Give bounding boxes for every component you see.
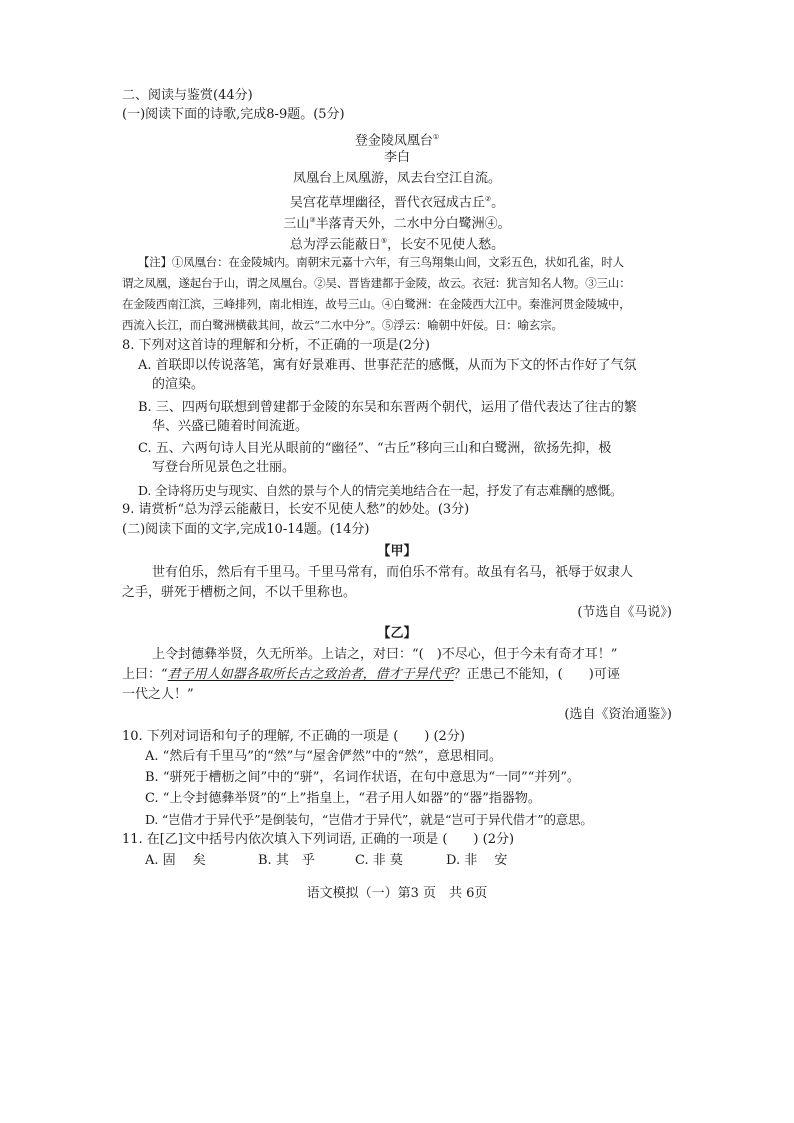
poem-note-4: 西流入长江，而白鹭洲横截其间，故云“二水中分”。⑤浮云：喻朝中奸佞。日：喻玄宗。 bbox=[122, 318, 563, 332]
q11-option-c: C. 非 莫 bbox=[355, 853, 403, 868]
poem-line-2: 吴宫花草埋幽径，晋代衣冠成古丘②。 bbox=[289, 195, 505, 211]
q9-stem: 9. 请赏析“总为浮云能蔽日，长安不见使人愁”的妙处。(3分) bbox=[122, 502, 470, 517]
jia-line-1: 世有伯乐，然后有千里马。千里马常有，而伯乐不常有。故虽有名马，祇辱于奴隶人 bbox=[152, 565, 634, 580]
poem-line-1: 凤凰台上凤凰游，凤去台空江自流。 bbox=[292, 171, 501, 186]
poem-note-3: 在金陵西南江滨，三峰排列，南北相连，故号三山。④白鹭洲：在金陵西大江中。秦淮河贯金陵城中， bbox=[122, 297, 631, 311]
q8-option-a-1: A. 首联即以传说落笔，寓有好景难再、世事茫茫的感慨，从而为下文的怀古作好了气氛 bbox=[138, 358, 637, 373]
q10-option-c: C. “上令封德彝举贤”的“上”指皇上，“君子用人如器”的“器”指器物。 bbox=[145, 791, 541, 806]
yi-line-1: 上令封德彝举贤，久无所举。上诘之，对曰：“( )不尽心，但于今未有奇才耳！” bbox=[152, 647, 618, 662]
part1-heading: (一)阅读下面的诗歌,完成8-9题。(5分) bbox=[122, 107, 345, 122]
yi-line-2: 上曰：“君子用人如器各取所长古之致治者，借才于异代乎？正患己不能知，( )可诬 bbox=[122, 667, 620, 682]
q8-option-b-2: 华、兴盛已随着时间流逝。 bbox=[152, 419, 309, 434]
part2-heading: (二)阅读下面的文字,完成10-14题。(14分) bbox=[122, 522, 370, 537]
jia-line-2: 之手，骈死于槽枥之间，不以千里称也。 bbox=[122, 585, 357, 600]
q8-option-d: D. 全诗将历史与现实、自然的景与个人的情完美地结合在一起，抒发了有志难酬的感慨。 bbox=[138, 483, 623, 498]
q8-option-a-2: 的渲染。 bbox=[152, 377, 205, 392]
section-title: 二、阅读与鉴赏(44分) bbox=[122, 88, 253, 103]
q10-stem: 10. 下列对词语和句子的理解, 不正确的一项是 ( ) (2分) bbox=[122, 729, 465, 744]
yi-source: (选自《资治通鉴》) bbox=[564, 707, 672, 722]
poem-note-1: 【注】①凤凰台：在金陵城内。南朝宋元嘉十六年，有三鸟翔集山间，文彩五色，状如孔雀，时人 bbox=[138, 255, 624, 269]
q11-stem: 11. 在[乙]文中括号内依次填入下列词语, 正确的一项是 ( ) (2分) bbox=[122, 832, 515, 847]
q11-option-a: A. 固 矣 bbox=[145, 853, 206, 868]
yi-line-3: 一代之人！” bbox=[122, 687, 194, 702]
q10-option-a: A. “然后有千里马”的“然”与“屋舍俨然”中的“然”，意思相同。 bbox=[145, 749, 502, 764]
poem-author: 李白 bbox=[383, 150, 410, 165]
jia-title: 【甲】 bbox=[377, 544, 417, 559]
q8-stem: 8. 下列对这首诗的理解和分析，不正确的一项是(2分) bbox=[122, 338, 430, 353]
underlined-sentence: 君子用人如器各取所长古之致治者，借才于异代乎 bbox=[167, 667, 454, 682]
jia-source: (节选自《马说》) bbox=[577, 605, 672, 620]
q8-option-c-1: C. 五、六两句诗人目光从眼前的“幽径”、“古丘”移向三山和白鹭洲，欲扬先抑，极 bbox=[138, 441, 612, 456]
q11-option-d: D. 非 安 bbox=[446, 853, 508, 868]
poem-line-3: 三山③半落青天外，二水中分白鹭洲④。 bbox=[283, 216, 511, 232]
q8-option-c-2: 写登台所见景色之壮丽。 bbox=[152, 460, 296, 475]
poem-line-4: 总为浮云能蔽日⑤，长安不见使人愁。 bbox=[289, 237, 505, 253]
q10-option-d: D. “岂借才于异代乎”是倒装句，“岂借才于异代”，就是“岂可于异代借才”的意思。 bbox=[145, 812, 593, 827]
poem-title: 登金陵凤凰台① bbox=[354, 133, 440, 149]
q11-option-b: B. 其 乎 bbox=[258, 853, 315, 868]
q8-option-b-1: B. 三、四两句联想到曾建都于金陵的东吴和东晋两个朝代，运用了借代表达了往古的繁 bbox=[138, 400, 637, 415]
yi-title: 【乙】 bbox=[377, 626, 417, 641]
poem-note-2: 谓之凤凰，遂起台于山，谓之凤凰台。②吴、晋皆建都于金陵，故云。衣冠：犹言知名人物。③三山： bbox=[122, 276, 631, 290]
q10-option-b: B. “骈死于槽枥之间”中的“骈”，名词作状语，在句中意思为“一同”“并列”。 bbox=[145, 770, 580, 785]
page-footer: 语文模拟（一）第3 页 共 6页 bbox=[306, 886, 488, 901]
